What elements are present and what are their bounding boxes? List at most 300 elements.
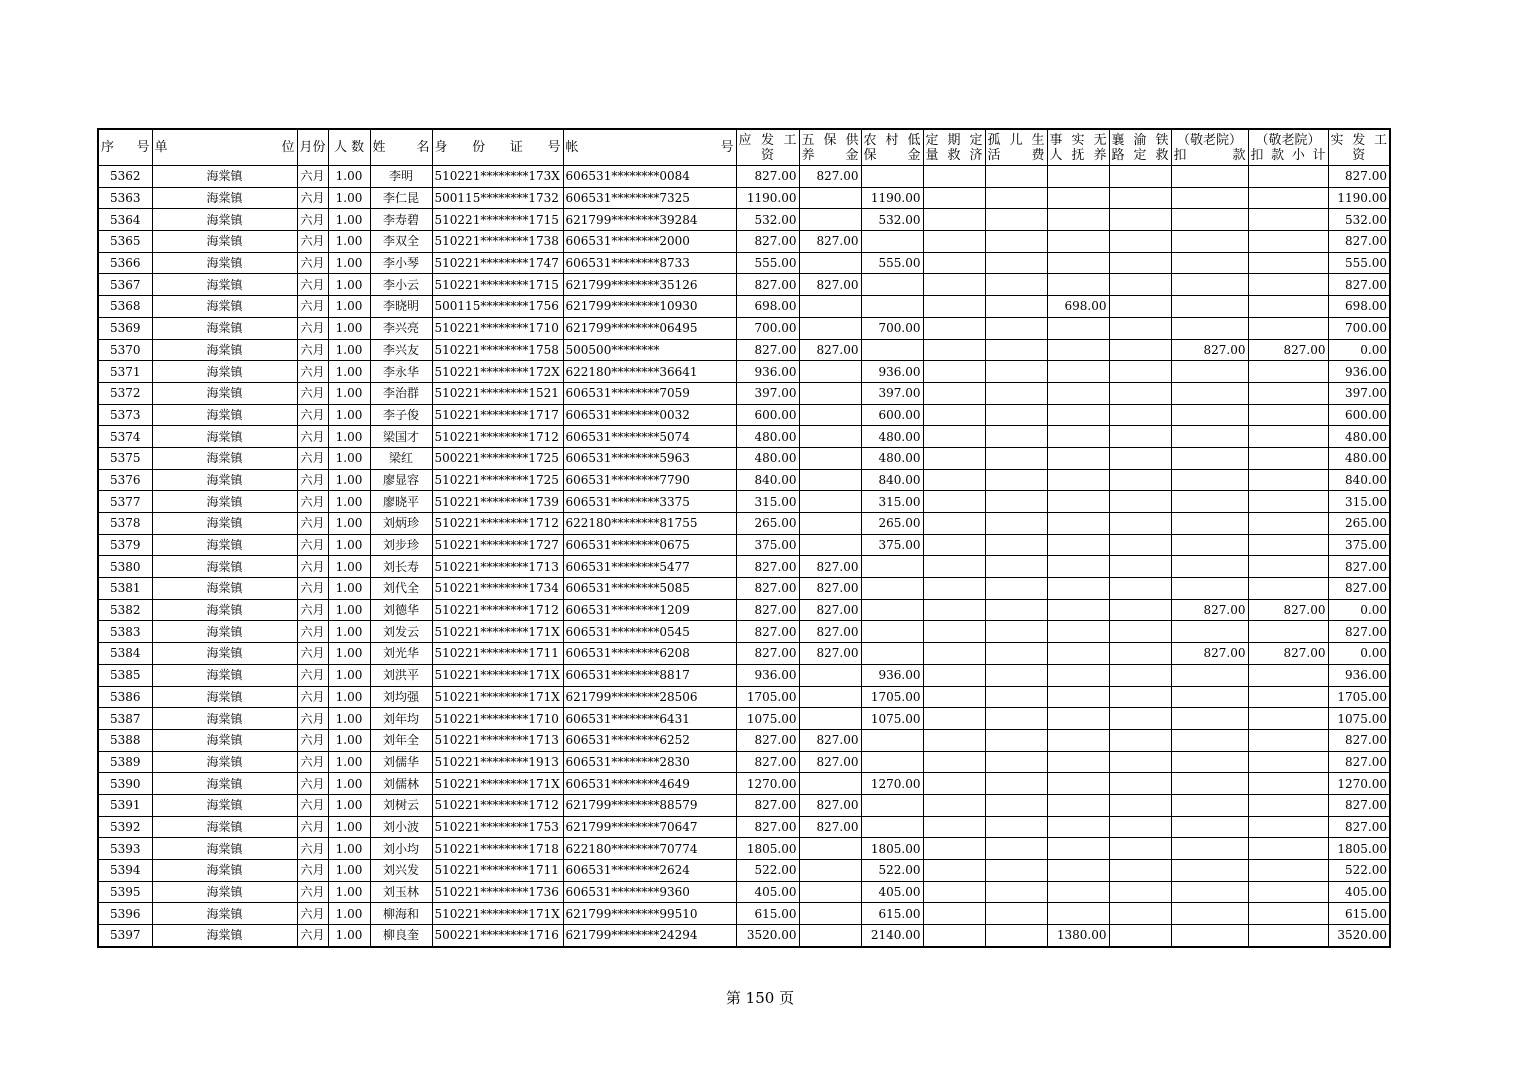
month-cell: 六月 [297,469,328,491]
table-row [98,925,1390,947]
id-cell: 510221********1712 [432,513,563,535]
jly-deduct-cell [1171,686,1248,708]
jly-subtotal-cell [1248,187,1328,209]
dingliang-cell [923,296,985,318]
account-cell: 606531********4649 [563,773,736,795]
count-cell: 1.00 [328,838,370,860]
seq-cell: 5391 [98,794,152,816]
xiangyu-cell [1109,903,1171,925]
gross-cell: 265.00 [736,513,799,535]
seq-cell: 5368 [98,296,152,318]
gross-cell: 827.00 [736,339,799,361]
wubao-cell [799,469,861,491]
dingliang-cell [923,708,985,730]
guer-cell [985,773,1047,795]
name-cell: 李小云 [370,274,432,296]
seq-cell: 5394 [98,860,152,882]
gross-cell: 698.00 [736,296,799,318]
table-row [98,534,1390,556]
dibao-cell: 936.00 [861,361,923,383]
xiangyu-cell [1109,252,1171,274]
seq-cell: 5364 [98,209,152,231]
wubao-cell [799,426,861,448]
jly-subtotal-cell: 827.00 [1248,599,1328,621]
shishi-cell [1047,578,1109,600]
shishi-cell [1047,426,1109,448]
account-cell: 606531********5074 [563,426,736,448]
gross-cell: 555.00 [736,252,799,274]
dibao-cell: 265.00 [861,513,923,535]
table-row [98,404,1390,426]
dingliang-cell [923,447,985,469]
header-idno: 身 份 证 号 [432,129,563,166]
seq-cell: 5395 [98,881,152,903]
wubao-cell [799,382,861,404]
unit-cell: 海棠镇 [152,773,297,795]
month-cell: 六月 [297,903,328,925]
id-cell: 510221********1712 [432,794,563,816]
name-cell: 刘年全 [370,729,432,751]
unit-cell: 海棠镇 [152,491,297,513]
net-cell: 1805.00 [1328,838,1390,860]
xiangyu-cell [1109,187,1171,209]
unit-cell: 海棠镇 [152,794,297,816]
name-cell: 李晓明 [370,296,432,318]
table-row [98,903,1390,925]
jly-subtotal-cell [1248,708,1328,730]
id-cell: 500221********1716 [432,925,563,947]
seq-cell: 5386 [98,686,152,708]
count-cell: 1.00 [328,534,370,556]
shishi-cell [1047,447,1109,469]
net-cell: 827.00 [1328,556,1390,578]
unit-cell: 海棠镇 [152,426,297,448]
xiangyu-cell [1109,426,1171,448]
jly-subtotal-cell [1248,491,1328,513]
count-cell: 1.00 [328,860,370,882]
wubao-cell: 827.00 [799,166,861,188]
dibao-cell: 405.00 [861,881,923,903]
month-cell: 六月 [297,361,328,383]
wubao-cell [799,252,861,274]
account-cell: 622180********81755 [563,513,736,535]
count-cell: 1.00 [328,231,370,253]
name-cell: 刘洪平 [370,664,432,686]
id-cell: 510221********171X [432,621,563,643]
shishi-cell [1047,252,1109,274]
guer-cell [985,382,1047,404]
count-cell: 1.00 [328,621,370,643]
dibao-cell: 375.00 [861,534,923,556]
jly-subtotal-cell [1248,751,1328,773]
seq-cell: 5378 [98,513,152,535]
account-cell: 606531********8817 [563,664,736,686]
jly-subtotal-cell [1248,252,1328,274]
wubao-cell: 827.00 [799,556,861,578]
name-cell: 李子俊 [370,404,432,426]
net-cell: 480.00 [1328,426,1390,448]
wubao-cell [799,491,861,513]
unit-cell: 海棠镇 [152,534,297,556]
xiangyu-cell [1109,447,1171,469]
jly-deduct-cell [1171,860,1248,882]
unit-cell: 海棠镇 [152,860,297,882]
month-cell: 六月 [297,686,328,708]
name-cell: 刘光华 [370,643,432,665]
id-cell: 510221********1710 [432,317,563,339]
dingliang-cell [923,838,985,860]
count-cell: 1.00 [328,404,370,426]
wubao-cell: 827.00 [799,816,861,838]
id-cell: 500221********1725 [432,447,563,469]
gross-cell: 397.00 [736,382,799,404]
gross-cell: 936.00 [736,361,799,383]
xiangyu-cell [1109,382,1171,404]
dingliang-cell [923,903,985,925]
header-dingliang: 定 期 定 量 救 济 [923,129,985,166]
dingliang-cell [923,556,985,578]
dingliang-cell [923,187,985,209]
jly-subtotal-cell [1248,794,1328,816]
count-cell: 1.00 [328,317,370,339]
xiangyu-cell [1109,469,1171,491]
name-cell: 李永华 [370,361,432,383]
xiangyu-cell [1109,404,1171,426]
month-cell: 六月 [297,404,328,426]
jly-deduct-cell [1171,187,1248,209]
dingliang-cell [923,925,985,947]
gross-cell: 480.00 [736,426,799,448]
dibao-cell: 615.00 [861,903,923,925]
dingliang-cell [923,578,985,600]
dingliang-cell [923,404,985,426]
shishi-cell [1047,382,1109,404]
dingliang-cell [923,361,985,383]
net-cell: 936.00 [1328,361,1390,383]
guer-cell [985,664,1047,686]
xiangyu-cell [1109,339,1171,361]
xiangyu-cell [1109,621,1171,643]
table-row [98,252,1390,274]
name-cell: 李双全 [370,231,432,253]
gross-cell: 375.00 [736,534,799,556]
account-cell: 606531********7325 [563,187,736,209]
gross-cell: 827.00 [736,816,799,838]
dingliang-cell [923,773,985,795]
guer-cell [985,643,1047,665]
table-row [98,838,1390,860]
seq-cell: 5393 [98,838,152,860]
account-cell: 621799********99510 [563,903,736,925]
wubao-cell [799,317,861,339]
shishi-cell [1047,860,1109,882]
net-cell: 827.00 [1328,621,1390,643]
table-row [98,166,1390,188]
jly-deduct-cell [1171,621,1248,643]
net-cell: 700.00 [1328,317,1390,339]
id-cell: 510221********1712 [432,599,563,621]
dingliang-cell [923,166,985,188]
account-cell: 621799********39284 [563,209,736,231]
count-cell: 1.00 [328,491,370,513]
jly-subtotal-cell [1248,773,1328,795]
unit-cell: 海棠镇 [152,252,297,274]
xiangyu-cell [1109,274,1171,296]
unit-cell: 海棠镇 [152,469,297,491]
jly-deduct-cell [1171,426,1248,448]
unit-cell: 海棠镇 [152,166,297,188]
table-row [98,447,1390,469]
count-cell: 1.00 [328,252,370,274]
guer-cell [985,513,1047,535]
wubao-cell [799,838,861,860]
table-row [98,469,1390,491]
xiangyu-cell [1109,599,1171,621]
jly-deduct-cell [1171,513,1248,535]
dingliang-cell [923,382,985,404]
net-cell: 936.00 [1328,664,1390,686]
jly-deduct-cell [1171,404,1248,426]
month-cell: 六月 [297,274,328,296]
unit-cell: 海棠镇 [152,925,297,947]
account-cell: 606531********0084 [563,166,736,188]
dingliang-cell [923,664,985,686]
month-cell: 六月 [297,426,328,448]
net-cell: 1270.00 [1328,773,1390,795]
guer-cell [985,860,1047,882]
unit-cell: 海棠镇 [152,447,297,469]
id-cell: 510221********1711 [432,860,563,882]
xiangyu-cell [1109,708,1171,730]
unit-cell: 海棠镇 [152,729,297,751]
jly-subtotal-cell [1248,881,1328,903]
jly-subtotal-cell [1248,382,1328,404]
xiangyu-cell [1109,794,1171,816]
xiangyu-cell [1109,209,1171,231]
id-cell: 510221********1718 [432,838,563,860]
guer-cell [985,296,1047,318]
shishi-cell [1047,903,1109,925]
dingliang-cell [923,686,985,708]
wubao-cell [799,664,861,686]
jly-subtotal-cell [1248,317,1328,339]
name-cell: 李明 [370,166,432,188]
dingliang-cell [923,491,985,513]
month-cell: 六月 [297,339,328,361]
header-unit: 单 位 [152,129,297,166]
dingliang-cell [923,860,985,882]
account-cell: 606531********0032 [563,404,736,426]
unit-cell: 海棠镇 [152,317,297,339]
wubao-cell [799,404,861,426]
wubao-cell: 827.00 [799,621,861,643]
seq-cell: 5373 [98,404,152,426]
account-cell: 606531********2624 [563,860,736,882]
month-cell: 六月 [297,838,328,860]
wubao-cell [799,903,861,925]
jly-subtotal-cell [1248,556,1328,578]
gross-cell: 827.00 [736,166,799,188]
table-row [98,729,1390,751]
account-cell: 606531********6252 [563,729,736,751]
seq-cell: 5379 [98,534,152,556]
month-cell: 六月 [297,296,328,318]
jly-subtotal-cell [1248,903,1328,925]
header-xiangyu: 襄 渝 铁 路 定 救 [1109,129,1171,166]
header-jly-deduct: （敬老院） 扣 款 [1171,129,1248,166]
header-jly-subtotal: （敬老院） 扣 款 小 计 [1248,129,1328,166]
jly-subtotal-cell [1248,426,1328,448]
account-cell: 500500******** [563,339,736,361]
payment-table [97,128,1391,948]
guer-cell [985,209,1047,231]
xiangyu-cell [1109,686,1171,708]
id-cell: 510221********1727 [432,534,563,556]
seq-cell: 5376 [98,469,152,491]
account-cell: 606531********0545 [563,621,736,643]
name-cell: 李小琴 [370,252,432,274]
jly-subtotal-cell [1248,513,1328,535]
wubao-cell [799,209,861,231]
gross-cell: 315.00 [736,491,799,513]
jly-subtotal-cell [1248,578,1328,600]
account-cell: 606531********2000 [563,231,736,253]
table-row [98,339,1390,361]
xiangyu-cell [1109,231,1171,253]
seq-cell: 5397 [98,925,152,947]
id-cell: 510221********1715 [432,274,563,296]
month-cell: 六月 [297,556,328,578]
name-cell: 刘发云 [370,621,432,643]
net-cell: 1705.00 [1328,686,1390,708]
name-cell: 刘小均 [370,838,432,860]
account-cell: 621799********24294 [563,925,736,947]
unit-cell: 海棠镇 [152,881,297,903]
shishi-cell [1047,361,1109,383]
account-cell: 621799********35126 [563,274,736,296]
shishi-cell [1047,621,1109,643]
dibao-cell [861,339,923,361]
month-cell: 六月 [297,794,328,816]
name-cell: 刘树云 [370,794,432,816]
guer-cell [985,361,1047,383]
table-row [98,209,1390,231]
count-cell: 1.00 [328,361,370,383]
jly-deduct-cell [1171,729,1248,751]
dibao-cell: 936.00 [861,664,923,686]
unit-cell: 海棠镇 [152,274,297,296]
net-cell: 405.00 [1328,881,1390,903]
net-cell: 827.00 [1328,794,1390,816]
dibao-cell [861,556,923,578]
name-cell: 刘均强 [370,686,432,708]
count-cell: 1.00 [328,664,370,686]
id-cell: 510221********1739 [432,491,563,513]
shishi-cell [1047,274,1109,296]
table-row [98,751,1390,773]
net-cell: 265.00 [1328,513,1390,535]
gross-cell: 700.00 [736,317,799,339]
jly-deduct-cell [1171,708,1248,730]
header-seq: 序 号 [98,129,152,166]
table-row [98,708,1390,730]
name-cell: 李兴友 [370,339,432,361]
gross-cell: 827.00 [736,274,799,296]
header-gross: 应 发 工 资 [736,129,799,166]
jly-deduct-cell: 827.00 [1171,643,1248,665]
net-cell: 532.00 [1328,209,1390,231]
unit-cell: 海棠镇 [152,578,297,600]
count-cell: 1.00 [328,925,370,947]
id-cell: 510221********1753 [432,816,563,838]
jly-deduct-cell [1171,751,1248,773]
id-cell: 510221********173X [432,166,563,188]
jly-deduct-cell: 827.00 [1171,599,1248,621]
unit-cell: 海棠镇 [152,903,297,925]
month-cell: 六月 [297,664,328,686]
table-row [98,296,1390,318]
table-row [98,794,1390,816]
seq-cell: 5369 [98,317,152,339]
id-cell: 510221********1711 [432,643,563,665]
name-cell: 刘小波 [370,816,432,838]
gross-cell: 1270.00 [736,773,799,795]
wubao-cell: 827.00 [799,643,861,665]
dibao-cell [861,729,923,751]
gross-cell: 480.00 [736,447,799,469]
jly-deduct-cell [1171,231,1248,253]
unit-cell: 海棠镇 [152,621,297,643]
jly-subtotal-cell [1248,469,1328,491]
name-cell: 刘长寿 [370,556,432,578]
dibao-cell: 2140.00 [861,925,923,947]
account-cell: 606531********7059 [563,382,736,404]
table-row [98,816,1390,838]
name-cell: 李治群 [370,382,432,404]
dibao-cell: 480.00 [861,447,923,469]
gross-cell: 615.00 [736,903,799,925]
wubao-cell: 827.00 [799,794,861,816]
jly-subtotal-cell [1248,274,1328,296]
id-cell: 500115********1756 [432,296,563,318]
count-cell: 1.00 [328,643,370,665]
net-cell: 397.00 [1328,382,1390,404]
dibao-cell [861,643,923,665]
dibao-cell: 480.00 [861,426,923,448]
shishi-cell [1047,686,1109,708]
seq-cell: 5390 [98,773,152,795]
dingliang-cell [923,252,985,274]
jly-subtotal-cell [1248,534,1328,556]
name-cell: 廖显容 [370,469,432,491]
dibao-cell [861,751,923,773]
month-cell: 六月 [297,187,328,209]
name-cell: 柳良奎 [370,925,432,947]
wubao-cell [799,447,861,469]
account-cell: 606531********9360 [563,881,736,903]
xiangyu-cell [1109,925,1171,947]
month-cell: 六月 [297,166,328,188]
account-cell: 606531********3375 [563,491,736,513]
table-row [98,382,1390,404]
name-cell: 刘兴发 [370,860,432,882]
id-cell: 510221********1712 [432,426,563,448]
net-cell: 0.00 [1328,339,1390,361]
dibao-cell: 600.00 [861,404,923,426]
seq-cell: 5384 [98,643,152,665]
count-cell: 1.00 [328,556,370,578]
gross-cell: 827.00 [736,794,799,816]
